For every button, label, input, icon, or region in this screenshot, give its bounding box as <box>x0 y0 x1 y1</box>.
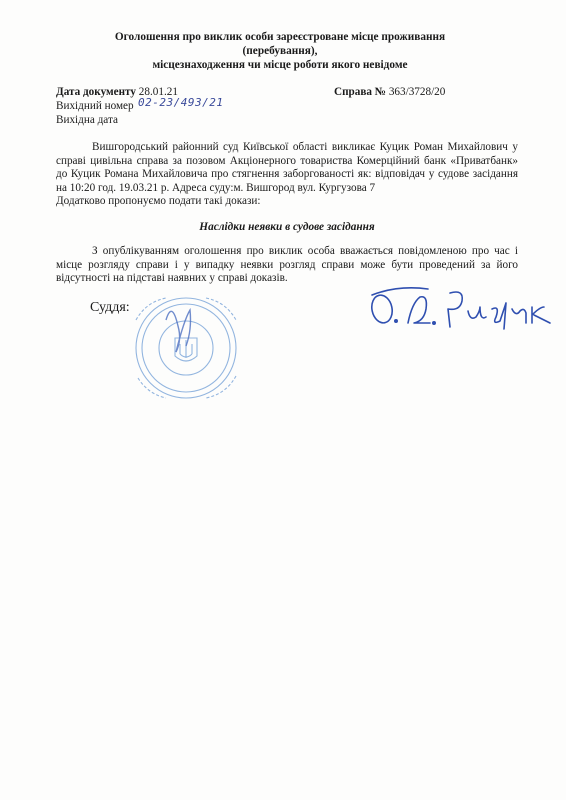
document-title <box>80 30 480 72</box>
evidence-line: Додатково пропонуємо подати такі докази: <box>56 195 261 207</box>
consequences-paragraph: З опублікуванням оголошення про виклик особа вважається повідомленою про час і місце розгляду справи і у випадку неявки розгляд справи може бути проведений за його відсутності на підставі наявних у справі доказів. <box>56 245 518 284</box>
judge-label: Суддя: <box>90 300 130 315</box>
document-date-value: 28.01.21 <box>138 86 178 98</box>
case-number-value: 363/3728/20 <box>388 86 446 98</box>
document-date-label: Дата документу <box>56 86 136 98</box>
case-number-row <box>334 86 445 99</box>
outgoing-date-row <box>56 114 118 127</box>
outgoing-date-label: Вихідна дата <box>56 114 118 126</box>
outgoing-number-label: Вихідний номер <box>56 100 134 112</box>
consequences-heading: Наслідки неявки в судове засідання <box>199 221 375 233</box>
court-stamp <box>126 290 246 402</box>
title-line-2: місцезнаходження чи місце роботи якого невідоме <box>152 59 408 71</box>
case-number-label: Справа № <box>334 86 387 98</box>
handwritten-outgoing-number: 02-23/493/21 <box>138 96 224 109</box>
summons-paragraph: Вишгородський районний суд Київської області викликає Куцик Роман Михайлович у справі цивільна справа за позовом Акціонерного товариства Комерційний банк «Приватбанк» до Куцик Романа Михайловича про стягнення заборгованості як: відповідач у судове засідання на 10:20 год. 19.03.21 р. Адреса суду:м. Вишгород вул. Кургузова 7 <box>56 141 518 194</box>
title-line-1: Оголошення про виклик особи зареєстроване місце проживання (перебування), <box>114 31 446 57</box>
judge-signature <box>368 283 558 333</box>
outgoing-number-row <box>56 100 134 113</box>
